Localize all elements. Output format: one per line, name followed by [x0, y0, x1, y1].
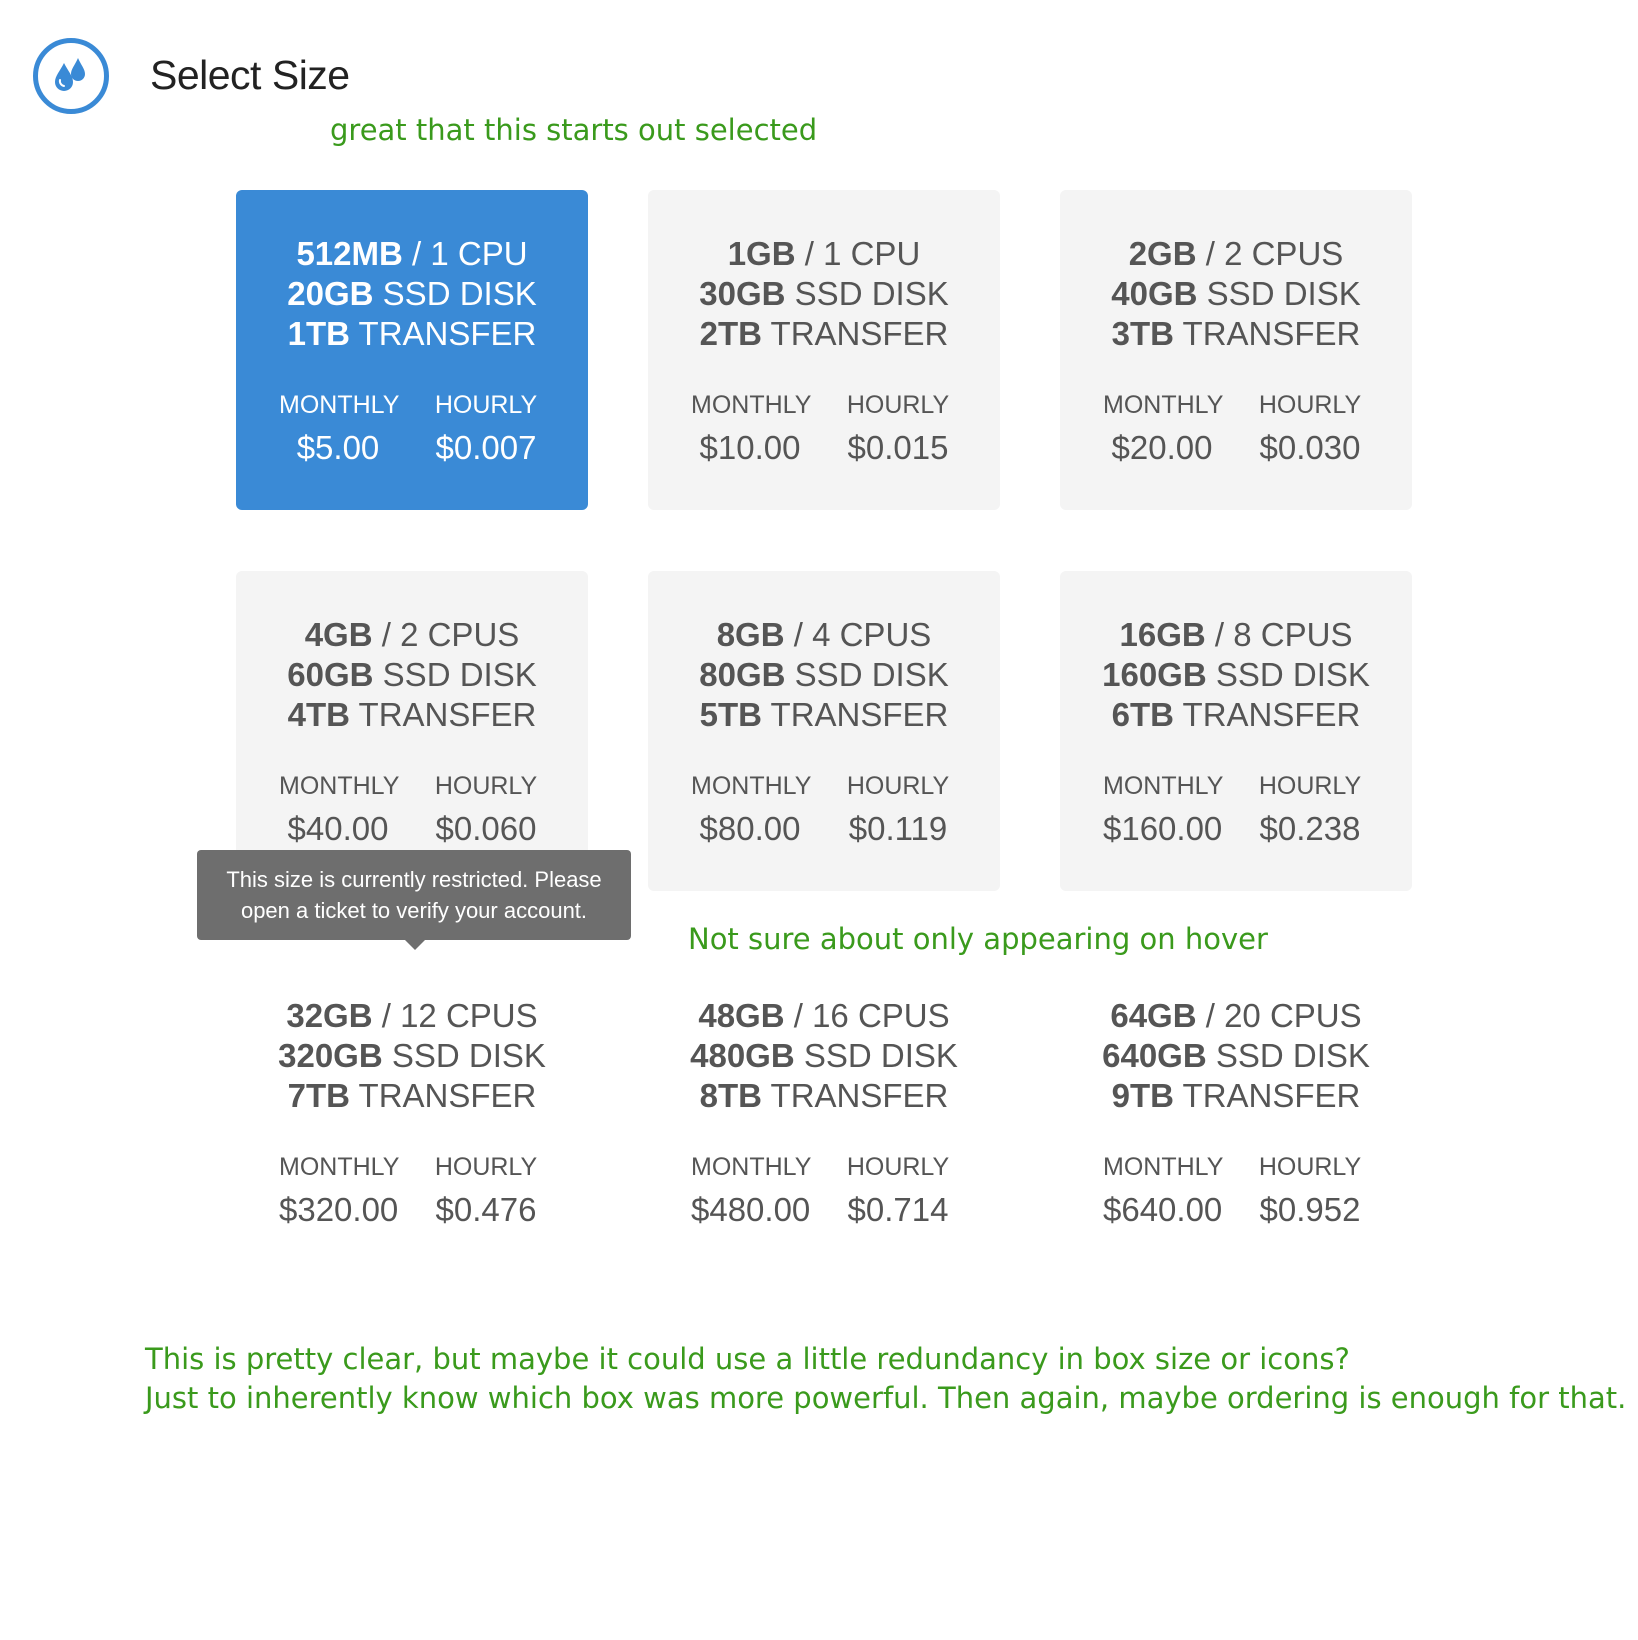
- disk-label: SSD DISK: [803, 1037, 958, 1074]
- size-specs: 8GB / 4 CPUS 80GB SSD DISK 5TB TRANSFER: [699, 616, 949, 733]
- hourly-label: HOURLY: [1258, 1153, 1362, 1181]
- disk-label: SSD DISK: [391, 1037, 546, 1074]
- hourly-price: $0.714: [847, 1191, 949, 1228]
- size-card-512mb[interactable]: [236, 190, 588, 510]
- monthly-price: $80.00: [699, 810, 801, 847]
- memory-value: 8GB: [716, 616, 785, 653]
- disk-value: 480GB: [690, 1037, 795, 1074]
- transfer-value: 1TB: [287, 315, 350, 352]
- monthly-price: $160.00: [1103, 810, 1223, 847]
- size-specs: 16GB / 8 CPUS 160GB SSD DISK 6TB TRANSFER: [1102, 616, 1370, 733]
- size-specs: 32GB / 12 CPUS 320GB SSD DISK 7TB TRANSFER: [278, 997, 546, 1114]
- transfer-label: TRANSFER: [1182, 696, 1361, 733]
- hourly-label: HOURLY: [1258, 391, 1362, 419]
- transfer-value: 9TB: [1111, 1077, 1174, 1114]
- monthly-price: $10.00: [699, 429, 801, 466]
- hourly-price: $0.007: [435, 429, 537, 466]
- monthly-label: MONTHLY: [1103, 772, 1224, 800]
- disk-label: SSD DISK: [382, 656, 537, 693]
- monthly-price: $20.00: [1111, 429, 1213, 466]
- annotation-selected-note: great that this starts out selected: [330, 113, 818, 147]
- monthly-label: MONTHLY: [279, 1153, 400, 1181]
- size-card-4gb[interactable]: [236, 571, 588, 891]
- disk-label: SSD DISK: [794, 275, 949, 312]
- price-grid: [1060, 771, 1412, 851]
- size-specs: 48GB / 16 CPUS 480GB SSD DISK 8TB TRANSFER: [690, 997, 958, 1114]
- monthly-price: $5.00: [296, 429, 380, 466]
- memory-value: 2GB: [1128, 235, 1197, 272]
- water-drops-icon: [33, 38, 109, 114]
- memory-value: 512MB: [296, 235, 403, 272]
- transfer-label: TRANSFER: [1182, 315, 1361, 352]
- transfer-label: TRANSFER: [770, 315, 949, 352]
- size-specs: 4GB / 2 CPUS 60GB SSD DISK 4TB TRANSFER: [287, 616, 537, 733]
- cpu-value: 20 CPUS: [1224, 997, 1362, 1034]
- transfer-label: TRANSFER: [358, 696, 537, 733]
- annotation-bottom-line-1: This is pretty clear, but maybe it could use a little redundancy in box size or icons?: [145, 1342, 1350, 1376]
- size-card-64gb[interactable]: [1060, 952, 1412, 1272]
- hourly-price: $0.952: [1259, 1191, 1361, 1228]
- monthly-price: $320.00: [279, 1191, 399, 1228]
- transfer-label: TRANSFER: [358, 315, 537, 352]
- cpu-value: 12 CPUS: [400, 997, 538, 1034]
- size-card-48gb[interactable]: [648, 952, 1000, 1272]
- disk-label: SSD DISK: [1206, 275, 1361, 312]
- annotation-bottom-note: [145, 1340, 1626, 1418]
- hourly-price: $0.060: [435, 810, 537, 847]
- size-specs: 512MB / 1 CPU 20GB SSD DISK 1TB TRANSFER: [287, 235, 537, 352]
- size-card-2gb[interactable]: [1060, 190, 1412, 510]
- price-grid: [236, 771, 588, 851]
- page-title: Select Size: [150, 52, 350, 98]
- transfer-value: 3TB: [1111, 315, 1174, 352]
- hourly-label: HOURLY: [846, 772, 950, 800]
- price-grid: [236, 390, 588, 470]
- disk-label: SSD DISK: [382, 275, 537, 312]
- size-card-32gb[interactable]: [236, 952, 588, 1272]
- price-grid: [1060, 390, 1412, 470]
- disk-label: SSD DISK: [794, 656, 949, 693]
- memory-value: 32GB: [286, 997, 373, 1034]
- disk-value: 30GB: [699, 275, 786, 312]
- disk-value: 640GB: [1102, 1037, 1207, 1074]
- annotation-bottom-line-2: Just to inherently know which box was more powerful. Then again, maybe ordering is enough for that.: [145, 1381, 1627, 1415]
- hourly-label: HOURLY: [846, 391, 950, 419]
- monthly-price: $640.00: [1103, 1191, 1223, 1228]
- hourly-label: HOURLY: [434, 1153, 538, 1181]
- transfer-label: TRANSFER: [770, 696, 949, 733]
- monthly-price: $40.00: [287, 810, 389, 847]
- transfer-value: 8TB: [699, 1077, 762, 1114]
- disk-label: SSD DISK: [1215, 656, 1370, 693]
- monthly-label: MONTHLY: [691, 772, 812, 800]
- hourly-price: $0.015: [847, 429, 949, 466]
- transfer-label: TRANSFER: [1182, 1077, 1361, 1114]
- tooltip-line-1: This size is currently restricted. Please: [226, 867, 602, 892]
- hourly-label: HOURLY: [434, 772, 538, 800]
- monthly-label: MONTHLY: [279, 772, 400, 800]
- transfer-value: 7TB: [287, 1077, 350, 1114]
- size-card-8gb[interactable]: [648, 571, 1000, 891]
- size-specs: 1GB / 1 CPU 30GB SSD DISK 2TB TRANSFER: [699, 235, 949, 352]
- monthly-label: MONTHLY: [691, 1153, 812, 1181]
- transfer-value: 2TB: [699, 315, 762, 352]
- hourly-price: $0.030: [1259, 429, 1361, 466]
- hourly-label: HOURLY: [434, 391, 538, 419]
- size-specs: 64GB / 20 CPUS 640GB SSD DISK 9TB TRANSFER: [1102, 997, 1370, 1114]
- memory-value: 1GB: [727, 235, 796, 272]
- size-card-1gb[interactable]: [648, 190, 1000, 510]
- monthly-label: MONTHLY: [691, 391, 812, 419]
- cpu-value: 1 CPU: [430, 235, 528, 272]
- hourly-price: $0.119: [848, 810, 948, 847]
- monthly-label: MONTHLY: [1103, 391, 1224, 419]
- transfer-label: TRANSFER: [770, 1077, 949, 1114]
- disk-value: 40GB: [1111, 275, 1198, 312]
- memory-value: 16GB: [1119, 616, 1206, 653]
- price-grid: [648, 771, 1000, 851]
- cpu-value: 8 CPUS: [1233, 616, 1353, 653]
- size-specs: 2GB / 2 CPUS 40GB SSD DISK 3TB TRANSFER: [1111, 235, 1361, 352]
- disk-value: 160GB: [1102, 656, 1207, 693]
- transfer-value: 5TB: [699, 696, 762, 733]
- transfer-value: 6TB: [1111, 696, 1174, 733]
- hourly-price: $0.476: [435, 1191, 537, 1228]
- disk-value: 60GB: [287, 656, 374, 693]
- transfer-label: TRANSFER: [358, 1077, 537, 1114]
- price-grid: [236, 1152, 588, 1232]
- size-card-16gb[interactable]: [1060, 571, 1412, 891]
- tooltip-line-2: open a ticket to verify your account.: [240, 898, 588, 923]
- monthly-label: MONTHLY: [1103, 1153, 1224, 1181]
- restricted-size-tooltip: [197, 850, 631, 940]
- cpu-value: 2 CPUS: [1224, 235, 1344, 272]
- disk-label: SSD DISK: [1215, 1037, 1370, 1074]
- memory-value: 64GB: [1110, 997, 1197, 1034]
- monthly-label: MONTHLY: [279, 391, 400, 419]
- price-grid: [648, 390, 1000, 470]
- hourly-price: $0.238: [1259, 810, 1361, 847]
- disk-value: 20GB: [287, 275, 374, 312]
- monthly-price: $480.00: [691, 1191, 811, 1228]
- disk-value: 80GB: [699, 656, 786, 693]
- hourly-label: HOURLY: [846, 1153, 950, 1181]
- transfer-value: 4TB: [287, 696, 350, 733]
- disk-value: 320GB: [278, 1037, 383, 1074]
- memory-value: 4GB: [304, 616, 373, 653]
- annotation-hover-note: Not sure about only appearing on hover: [688, 922, 1268, 956]
- cpu-value: 16 CPUS: [812, 997, 950, 1034]
- price-grid: [1060, 1152, 1412, 1232]
- cpu-value: 2 CPUS: [400, 616, 520, 653]
- memory-value: 48GB: [698, 997, 785, 1034]
- tooltip-arrow: [405, 940, 425, 950]
- cpu-value: 1 CPU: [823, 235, 921, 272]
- cpu-value: 4 CPUS: [812, 616, 932, 653]
- hourly-label: HOURLY: [1258, 772, 1362, 800]
- price-grid: [648, 1152, 1000, 1232]
